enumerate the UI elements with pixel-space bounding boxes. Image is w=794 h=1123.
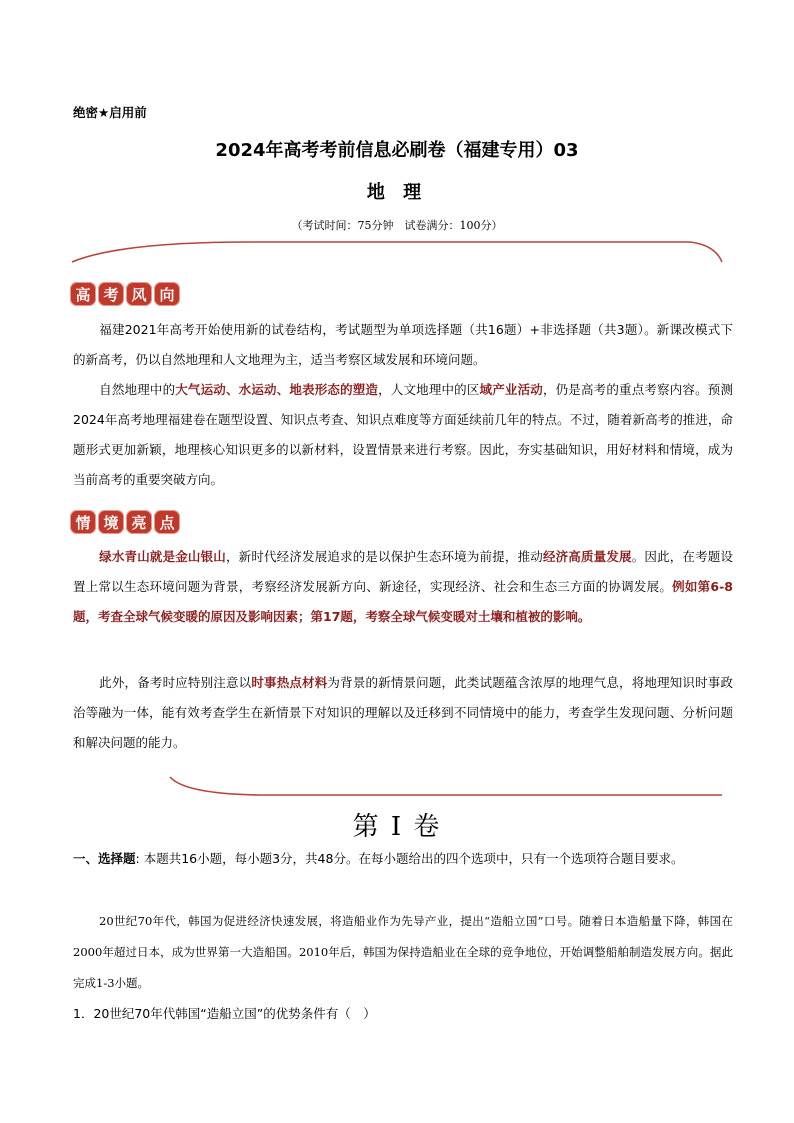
highlight-emphasis-3: 例如第6-8题，考查全球气候变暖的原因及影响因素；第17题，考察全球气候变暖对土壤和植被的影响。 [73, 579, 733, 624]
instructions-label: 一、选择题 [73, 851, 136, 866]
top-curve-divider [72, 242, 722, 262]
trend-text-2c: ，人文地理中的区 [378, 382, 480, 397]
trend-text-1: 福建2021年高考开始使用新的试卷结构，考试题型为单项选择题（共16题）+非选择题（共3题）。新课改模式下的新高考，仍以自然地理和人文地理为主，适当考察区域发展和环境问题。 [73, 322, 733, 367]
badge-char: 考 [98, 282, 124, 306]
highlight-text-1d: 。因此，在考题设置上常以生态环境问题为背景，考察经济发展新方向、新途径，实现经济、社会和生态三方面的协调发展。 [73, 549, 733, 594]
badge-char: 境 [98, 510, 124, 534]
question-1: 1．20世纪70年代韩国“造船立国”的优势条件有（ ） [73, 1006, 376, 1021]
trend-paragraph-1 [73, 315, 733, 375]
highlight-paragraph-1 [73, 542, 733, 632]
badge-char: 点 [154, 510, 180, 534]
subject-title: 地 理 [366, 182, 428, 203]
trend-text-2a: 自然地理中的 [99, 382, 176, 397]
highlight-emphasis-2: 经济高质量发展 [542, 549, 632, 564]
highlight-text-1b: ，新时代经济发展追求的是以保护生态环境为前提，推动 [225, 549, 543, 564]
highlight-emphasis-4: 时事热点材料 [251, 675, 328, 690]
instructions-text: : 本题共16小题，每小题3分，共48分。在每小题给出的四个选项中，只有一个选项符合题目要求。 [135, 851, 684, 866]
highlight-emphasis-1: 绿水青山就是金山银山 [99, 549, 226, 564]
badge-char: 风 [126, 282, 152, 306]
highlight-text-2a: 此外，备考时应特别注意以 [99, 675, 252, 690]
material-text: 20世纪70年代，韩国为促进经济快速发展，将造船业作为先导产业，提出“造船立国”口号。随着日本造船量下降，韩国在2000年超过日本，成为世界第一大造船国。2010年后，韩国为保持造船业在全球的竞争地位，开始调整船舶制造发展方向。据此完成1-3小题。 [73, 914, 733, 990]
trend-emphasis-2: 域产业活动 [479, 382, 543, 397]
trend-paragraph-2 [73, 375, 733, 495]
confidential-label: 绝密★启用前 [73, 105, 147, 120]
highlight-badge [70, 510, 180, 534]
bottom-curve-divider [170, 777, 722, 795]
highlight-text-2c: 为背景的新情景问题，此类试题蕴含浓厚的地理气息，将地理知识时事政治等融为一体，能有效考查学生在新情景下对知识的理解以及迁移到不同情境中的能力，考查学生发现问题、分析问题和解决问题的能力。 [73, 675, 733, 750]
section-instructions [73, 843, 733, 874]
exam-title: 2024年高考考前信息必刷卷（福建专用）03 [215, 140, 579, 161]
trend-text-2e: ，仍是高考的重点考察内容。预测2024年高考地理福建卷在题型设置、知识点考查、知识点难度等方面延续前几年的特点。不过，随着新高考的推进，命题形式更加新颖，地理核心知识更多的以新材料，设置情景来进行考察。因此，夯实基础知识，用好材料和情境，成为当前高考的重要突破方向。 [73, 382, 733, 487]
exam-info: （考试时间：75分钟 试卷满分：100分） [291, 219, 503, 232]
trend-badge [70, 282, 180, 306]
trend-emphasis-1: 大气运动、水运动、地表形态的塑造 [175, 382, 379, 397]
badge-char: 向 [154, 282, 180, 306]
section-title: 第 I 卷 [352, 812, 442, 842]
highlight-paragraph-2 [73, 668, 733, 758]
badge-char: 高 [70, 282, 96, 306]
badge-char: 亮 [126, 510, 152, 534]
badge-char: 情 [70, 510, 96, 534]
question-material [73, 906, 733, 999]
